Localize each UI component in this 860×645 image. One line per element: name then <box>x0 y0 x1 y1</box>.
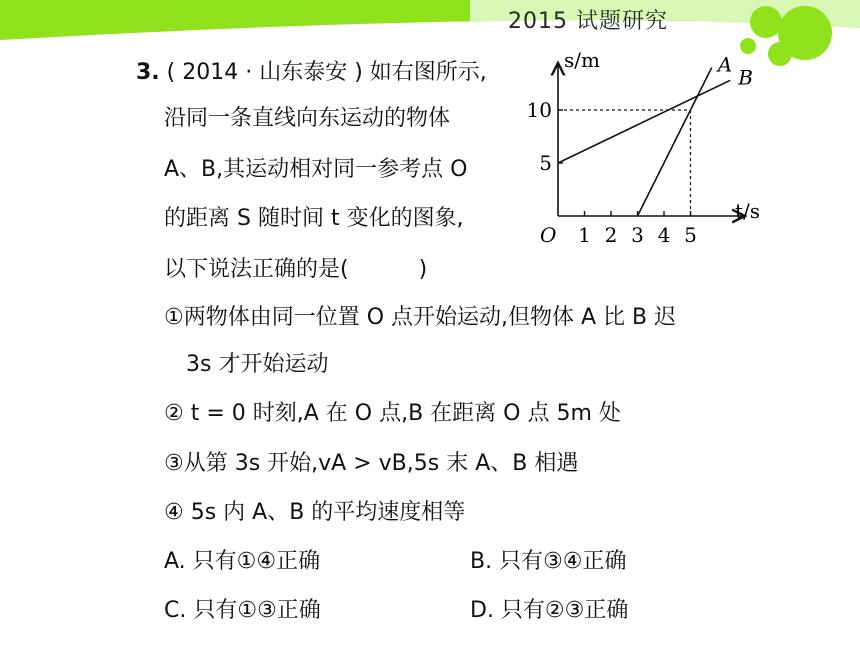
option-c[interactable]: C. 只有①③正确 <box>164 598 321 623</box>
x-tick-label: 3 <box>631 223 644 247</box>
option-b[interactable]: B. 只有③④正确 <box>470 549 627 574</box>
statement-4: ④ 5s 内 A、B 的平均速度相等 <box>164 500 466 525</box>
series-a-line <box>638 68 712 216</box>
x-axis-label: t/s <box>734 199 760 223</box>
question-line-4: 的距离 S 随时间 t 变化的图象, <box>164 206 464 231</box>
question-line-2: 沿同一条直线向东运动的物体 <box>164 106 451 131</box>
question-line-5-end: ) <box>418 257 428 282</box>
option-a[interactable]: A. 只有①④正确 <box>164 549 321 574</box>
s-t-graph <box>520 52 760 252</box>
x-tick-label: 2 <box>604 223 618 247</box>
x-tick-label: 1 <box>578 223 591 247</box>
question-line-1 <box>136 62 487 84</box>
question-line-3: A、B,其运动相对同一参考点 O <box>164 157 468 182</box>
x-tick-label: 5 <box>684 223 697 247</box>
option-d[interactable]: D. 只有②③正确 <box>470 598 629 623</box>
series-b-label: B <box>738 65 753 90</box>
question-number: 3. <box>136 60 160 85</box>
question-line-5-start: 以下说法正确的是( <box>164 257 349 282</box>
decor-circle-small <box>768 42 792 66</box>
question-source: ( 2014 · 山东泰安 ) <box>166 60 363 85</box>
series-a-label: A <box>717 52 733 77</box>
y-axis-label: s/m <box>564 52 600 72</box>
decor-circle-medium <box>750 6 782 38</box>
y-tick-label: 10 <box>526 98 552 122</box>
statement-3: ③从第 3s 开始,vA > vB,5s 末 A、B 相遇 <box>164 451 579 476</box>
statement-2: ② t = 0 时刻,A 在 O 点,B 在距离 O 点 5m 处 <box>164 401 621 426</box>
statement-1-line-1: ①两物体由同一位置 O 点开始运动,但物体 A 比 B 迟 <box>164 305 677 330</box>
header-banner <box>0 0 860 40</box>
series-b-line <box>558 80 730 163</box>
question-text-1: 如右图所示, <box>369 60 487 85</box>
statement-1-line-2: 3s 才开始运动 <box>186 352 329 377</box>
header-title: 2015 试题研究 <box>508 9 668 34</box>
question-line-5 <box>164 259 427 281</box>
y-tick-label: 5 <box>539 151 552 175</box>
origin-label: O <box>540 223 557 247</box>
x-tick-label: 4 <box>657 223 671 247</box>
